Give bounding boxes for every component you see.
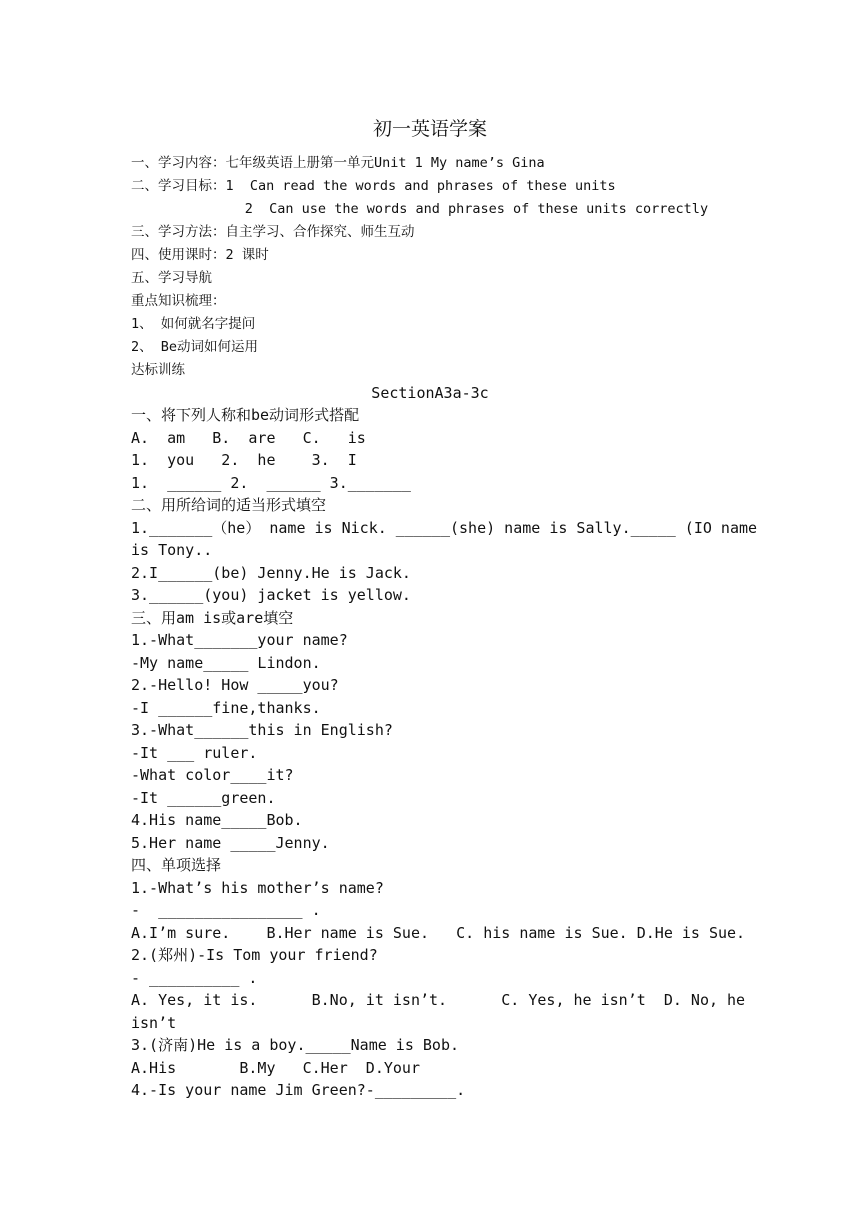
part4-heading: 四、单项选择 xyxy=(131,856,222,874)
header-line: 达标训练 xyxy=(131,362,185,378)
page-title: 初一英语学案 xyxy=(372,118,487,140)
header-line: 重点知识梳理： xyxy=(131,293,226,309)
part3-line: 2.-Hello! How _____you? xyxy=(131,676,339,694)
part4-line: - __________ . xyxy=(131,969,258,987)
header-line: 四、使用课时：2 课时 xyxy=(131,247,269,263)
part3-line: -I ______fine,thanks. xyxy=(131,699,321,717)
header-line: 三、学习方法：自主学习、合作探究、师生互动 xyxy=(131,224,415,240)
header-line: 2、 Be动词如何运用 xyxy=(131,339,259,355)
part3-heading: 三、用am is或are填空 xyxy=(131,609,294,627)
part4-line: A.I’m sure. B.Her name is Sue. C. his name is Sue. D.He is Sue. xyxy=(131,924,746,942)
header-line: 1、 如何就名字提问 xyxy=(131,316,256,332)
part2-line: 1._______（he） name is Nick. ______(she) name is Sally._____ (IO name xyxy=(131,519,758,537)
part4-line: A. Yes, it is. B.No, it isn’t. C. Yes, he isn’t D. No, he xyxy=(131,991,746,1009)
part3-line: -My name_____ Lindon. xyxy=(131,654,321,672)
part4-line: - ________________ . xyxy=(131,901,321,919)
part3-line: -It ______green. xyxy=(131,789,276,807)
part1-line: A. am B. are C. is xyxy=(131,429,366,447)
part2-line: is Tony.. xyxy=(131,541,213,559)
part2-line: 2.I______(be) Jenny.He is Jack. xyxy=(131,564,411,582)
part4-line: 4.-Is your name Jim Green?-_________. xyxy=(131,1081,466,1099)
header-line: 2 Can use the words and phrases of these units correctly xyxy=(131,201,709,217)
part3-line: 5.Her name _____Jenny. xyxy=(131,834,330,852)
section-title: SectionA3a-3c xyxy=(371,384,489,402)
part4-line: 1.-What’s his mother’s name? xyxy=(131,879,384,897)
part2-heading: 二、用所给词的适当形式填空 xyxy=(131,496,327,514)
part3-line: -What color____it? xyxy=(131,766,294,784)
part1-heading: 一、将下列人称和be动词形式搭配 xyxy=(131,406,360,424)
part1-line: 1. ______ 2. ______ 3._______ xyxy=(131,474,411,492)
part3-line: 3.-What______this in English? xyxy=(131,721,393,739)
header-line: 二、学习目标：1 Can read the words and phrases of these units xyxy=(131,178,616,194)
part3-line: -It ___ ruler. xyxy=(131,744,258,762)
part4-line: A.His B.My C.Her D.Your xyxy=(131,1059,420,1077)
part3-line: 1.-What_______your name? xyxy=(131,631,348,649)
part2-line: 3.______(you) jacket is yellow. xyxy=(131,586,411,604)
header-line: 一、学习内容：七年级英语上册第一单元Unit 1 My name’s Gina xyxy=(131,155,545,171)
part3-line: 4.His name_____Bob. xyxy=(131,811,303,829)
part4-line: 2.(郑州)-Is Tom your friend? xyxy=(131,946,378,964)
part4-line: isn’t xyxy=(131,1014,177,1032)
header-line: 五、学习导航 xyxy=(131,270,212,286)
part4-line: 3.(济南)He is a boy._____Name is Bob. xyxy=(131,1036,460,1054)
part1-line: 1. you 2. he 3. I xyxy=(131,451,357,469)
